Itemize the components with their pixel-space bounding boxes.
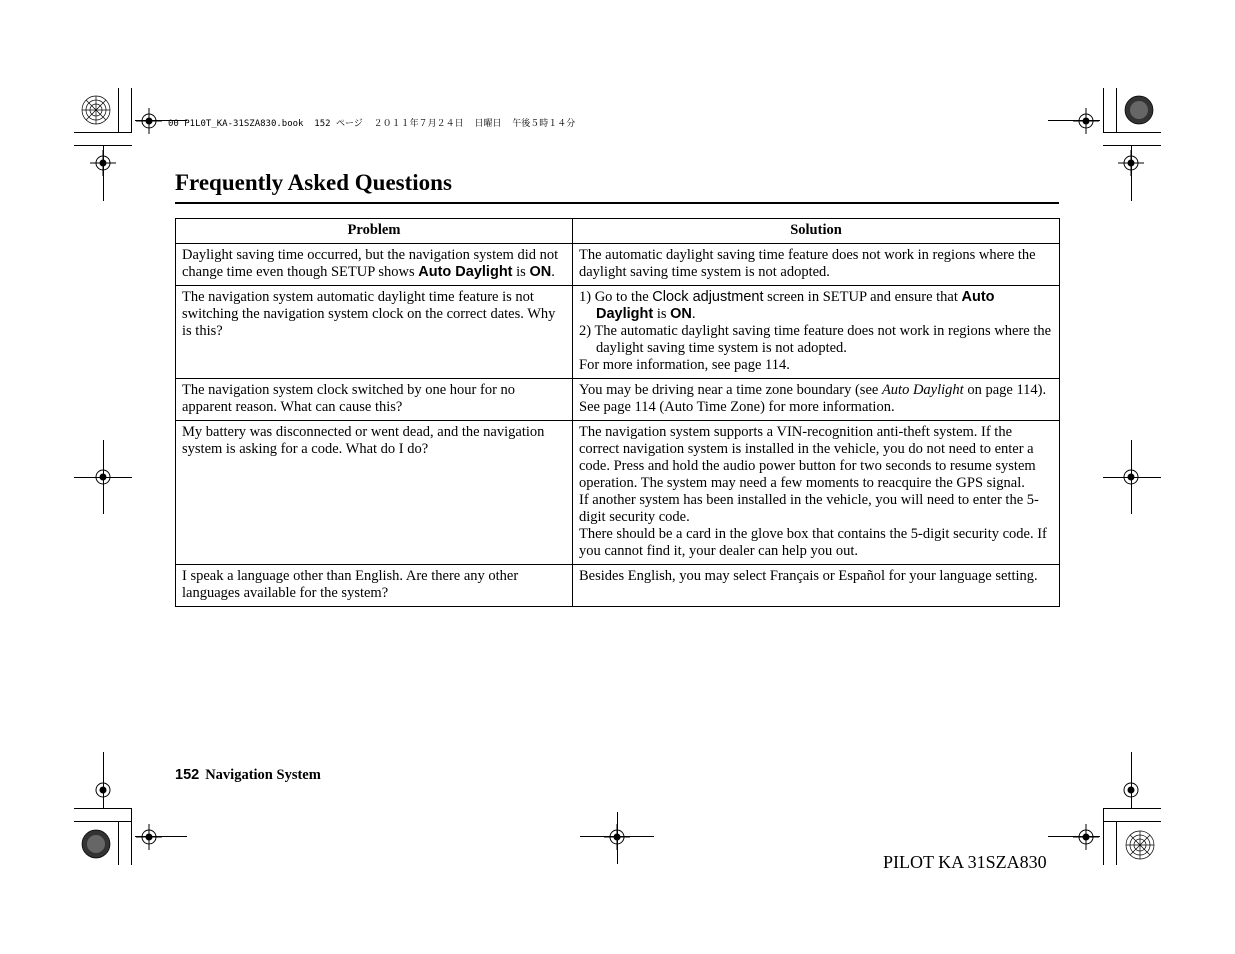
problem-text: . bbox=[551, 264, 555, 280]
solution-paragraph: The navigation system supports a VIN-recognition anti-theft system. If the correct navigation system is installed in the vehicle, you do not need to enter a code. Press and hold the audio power button for two seconds to resume system operation. The system may need a few moments to reacquire the GPS signal. bbox=[579, 424, 1036, 491]
solution-cell bbox=[573, 421, 1060, 565]
screen-name: Clock adjustment bbox=[652, 289, 764, 305]
step-text: . bbox=[691, 306, 696, 322]
solution-note: For more information, see page 114. bbox=[579, 357, 790, 373]
solution-text: on page 114). See page 114 (Auto Time Zone) for more information. bbox=[579, 382, 1047, 415]
setting-name: Auto Daylight bbox=[418, 264, 513, 280]
solution-paragraph: If another system has been installed in the vehicle, you will need to enter the 5-digit security code. bbox=[579, 492, 1039, 525]
setting-value: ON bbox=[529, 264, 552, 280]
print-header-line: 00 P1L0T_KA-31SZA830.book 152 ページ ２０１１年７月２４日 日曜日 午後５時１４分 bbox=[168, 119, 576, 129]
model-code: PILOT KA 31SZA830 bbox=[883, 852, 1047, 872]
problem-cell bbox=[176, 244, 573, 286]
problem-cell: I speak a language other than English. Are there any other languages available for the system? bbox=[176, 565, 573, 607]
table-row bbox=[176, 244, 1060, 286]
page-number: 152 bbox=[175, 767, 200, 783]
title-rule bbox=[175, 202, 1059, 204]
problem-text: Daylight saving time occurred, but the navigation system did not change time even though SETUP shows bbox=[182, 247, 559, 280]
crosshair-icon bbox=[1073, 824, 1099, 850]
solution-cell bbox=[573, 379, 1060, 421]
registration-target-icon bbox=[1122, 826, 1158, 864]
column-header-solution: Solution bbox=[573, 219, 1060, 244]
table-row bbox=[176, 421, 1060, 565]
faq-table bbox=[175, 218, 1060, 607]
column-header-problem: Problem bbox=[176, 219, 573, 244]
registration-target-icon bbox=[80, 88, 116, 132]
solution-cell: The automatic daylight saving time feature does not work in regions where the daylight saving time system is not adopted. bbox=[573, 244, 1060, 286]
crosshair-icon bbox=[136, 108, 162, 134]
table-row bbox=[176, 565, 1060, 607]
setting-name: Auto Daylight bbox=[596, 289, 995, 322]
solution-step bbox=[579, 289, 1053, 323]
problem-text: is bbox=[512, 264, 530, 280]
problem-cell: My battery was disconnected or went dead, and the navigation system is asking for a code. What do I do? bbox=[176, 421, 573, 565]
step-text: 1) Go to the bbox=[579, 289, 653, 305]
section-name: Navigation System bbox=[205, 767, 321, 783]
page-title: Frequently Asked Questions bbox=[175, 170, 452, 195]
solution-cell: Besides English, you may select Français or Español for your language setting. bbox=[573, 565, 1060, 607]
setting-value: ON bbox=[670, 306, 692, 322]
step-text: screen in SETUP and ensure that bbox=[763, 289, 962, 305]
crosshair-icon bbox=[136, 824, 162, 850]
crosshair-icon bbox=[1073, 108, 1099, 134]
registration-target-icon bbox=[1123, 94, 1155, 126]
table-row bbox=[176, 286, 1060, 379]
table-row bbox=[176, 379, 1060, 421]
solution-text: You may be driving near a time zone boundary (see bbox=[579, 382, 882, 398]
setting-reference: Auto Daylight bbox=[881, 382, 964, 398]
problem-cell: The navigation system clock switched by one hour for no apparent reason. What can cause this? bbox=[176, 379, 573, 421]
step-text: is bbox=[653, 306, 671, 322]
solution-paragraph: There should be a card in the glove box that contains the 5-digit security code. If you cannot find it, your dealer can help you out. bbox=[579, 526, 1047, 559]
table-header-row bbox=[176, 219, 1060, 244]
registration-target-icon bbox=[80, 828, 112, 860]
page-footer bbox=[175, 767, 321, 784]
problem-cell: The navigation system automatic daylight time feature is not switching the navigation system clock on the correct dates. Why is this? bbox=[176, 286, 573, 379]
solution-step: 2) The automatic daylight saving time feature does not work in regions where the daylight saving time system is not adopted. bbox=[579, 323, 1052, 356]
solution-cell bbox=[573, 286, 1060, 379]
